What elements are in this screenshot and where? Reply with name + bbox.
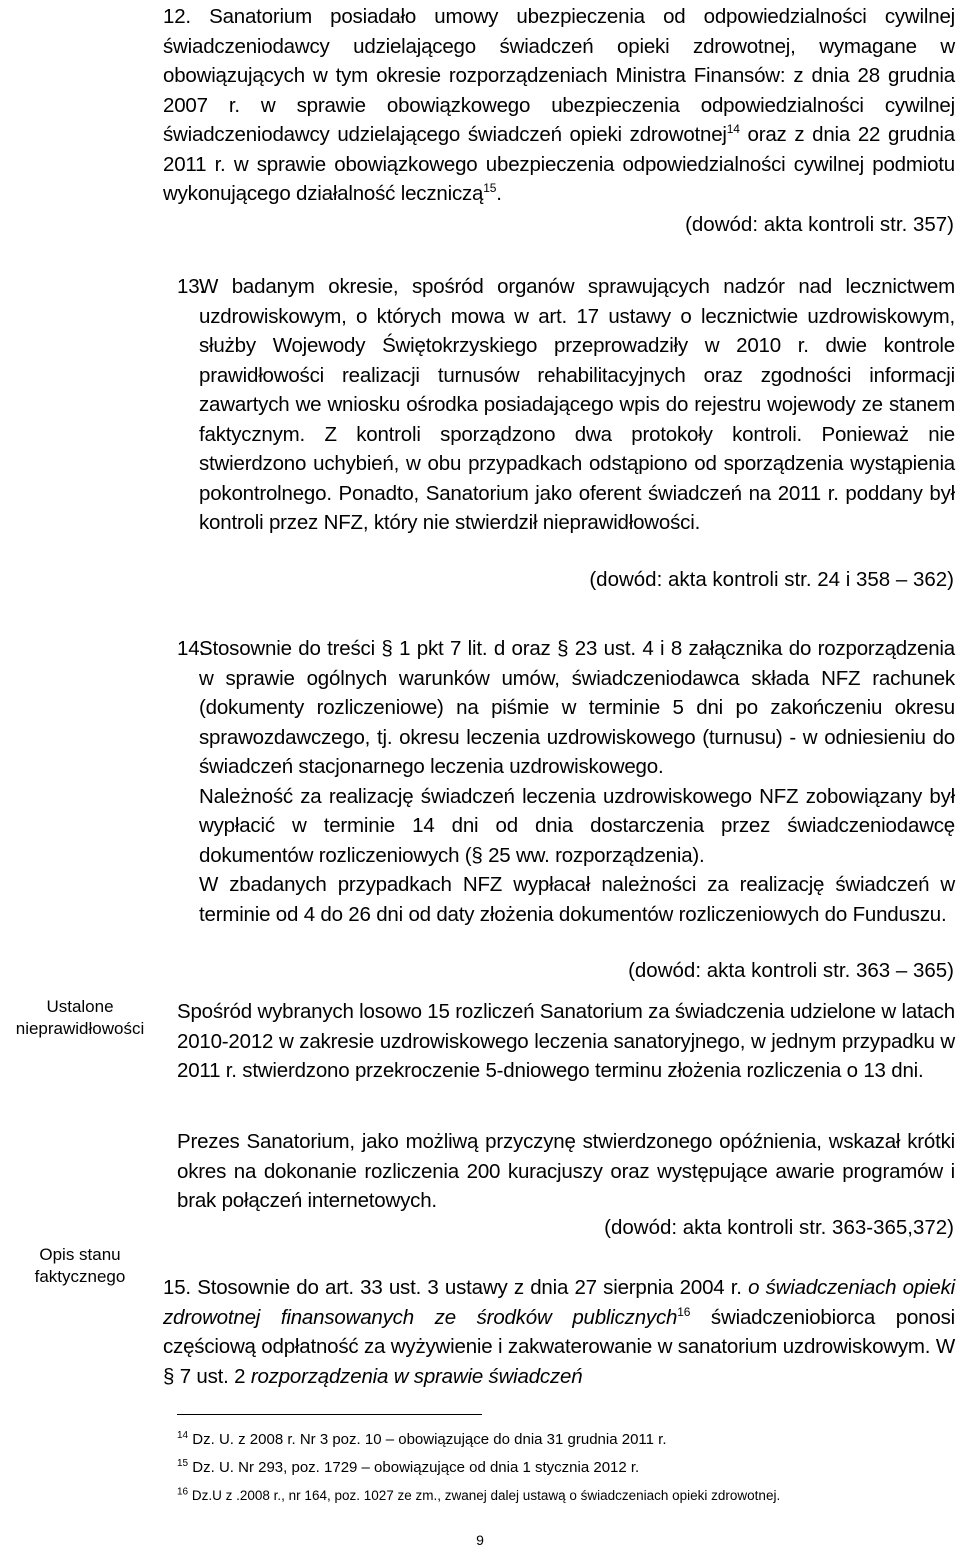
footnote-ref[interactable]: 15 bbox=[483, 181, 497, 196]
paragraph-text: Należność za realizację świadczeń leczenia uzdrowiskowego NFZ zobowiązany był wypłacić w terminie 14 dni od dnia dostarczenia przez świadczeniodawcę dokumentów rozliczeniowych (§ 25 ww. rozporządzenia). bbox=[199, 784, 955, 867]
paragraph-text: W zbadanych przypadkach NFZ wypłacał należności za realizację świadczeń w terminie od 4 do 26 dni od daty złożenia dokumentów rozliczeniowych do Funduszu. bbox=[199, 873, 955, 926]
footnote-mark: 15 bbox=[177, 1458, 189, 1469]
act-title: o świadczeniach opieki zdrowotnej finansowanych ze środków publicznych bbox=[163, 1276, 955, 1329]
footnote-text: Dz.U z .2008 r., nr 164, poz. 1027 ze zm., zwanej dalej ustawą o świadczeniach opieki zdrowotnej. bbox=[191, 1488, 781, 1503]
paragraph-14 bbox=[177, 634, 955, 929]
paragraph-text: Stosownie do treści § 1 pkt 7 lit. d oraz § 23 ust. 4 i 8 załącznika do rozporządzenia w sprawie ogólnych warunków umów, świadczeniodawca składa NFZ rachunek (dokumenty rozliczeniowe) na piśmie w terminie 5 dni po zakończeniu okresu sprawozdawczego, tj. okresu leczenia uzdrowiskowego (turnusu) - w odniesieniu do świadczeń stacjonarnego leczenia uzdrowiskowego. bbox=[199, 637, 955, 778]
evidence-reference: (dowód: akta kontroli str. 363-365,372) bbox=[604, 1216, 954, 1239]
paragraph-15 bbox=[163, 1273, 955, 1391]
footnote-ref[interactable]: 14 bbox=[726, 122, 740, 137]
evidence-reference: (dowód: akta kontroli str. 357) bbox=[685, 213, 954, 236]
footnote-ref[interactable]: 16 bbox=[677, 1304, 691, 1319]
paragraph-number: 13. bbox=[177, 275, 205, 298]
paragraph-text: świadczeniobiorca ponosi częściową odpłatność za wyżywienie i zakwaterowanie w sanatorium uzdrowiskowym. W § 7 ust. 2 bbox=[163, 1305, 955, 1388]
paragraph-12 bbox=[163, 2, 955, 209]
footnote-text: Dz. U. Nr 293, poz. 1729 – obowiązujące od dnia 1 stycznia 2012 r. bbox=[192, 1459, 640, 1476]
paragraph-text: oraz z dnia 22 grudnia 2011 r. w sprawie obowiązkowego ubezpieczenia odpowiedzialności cywilnej podmiotu wykonującego działalność leczniczą bbox=[163, 123, 955, 205]
footnote-text: Dz. U. z 2008 r. Nr 3 poz. 10 – obowiązujące do dnia 31 grudnia 2011 r. bbox=[192, 1431, 667, 1448]
footnote-separator bbox=[177, 1414, 482, 1415]
footnote-mark: 14 bbox=[177, 1430, 189, 1441]
regulation-title: rozporządzenia w sprawie świadczeń bbox=[250, 1364, 583, 1388]
evidence-reference: (dowód: akta kontroli str. 24 i 358 – 362) bbox=[589, 568, 954, 591]
page-number: 9 bbox=[476, 1532, 484, 1548]
margin-note-findings: Ustalone nieprawidłowości bbox=[15, 997, 145, 1038]
paragraph-number: 14. bbox=[177, 637, 205, 660]
footnote bbox=[177, 1458, 639, 1478]
paragraph-number: 12. bbox=[163, 5, 191, 28]
paragraph-number: 15. bbox=[163, 1276, 191, 1299]
evidence-reference: (dowód: akta kontroli str. 363 – 365) bbox=[628, 959, 954, 982]
footnote bbox=[177, 1486, 780, 1506]
footnote bbox=[177, 1430, 666, 1450]
paragraph-text: W badanym okresie, spośród organów sprawujących nadzór nad lecznictwem uzdrowiskowym, o których mowa w art. 17 ustawy o lecznictwie uzdrowiskowym, służby Wojewody Świętokrzyskiego przeprowadziły w 2010 r. dwie kontrole prawidłowości realizacji turnusów rehabilitacyjnych oraz zgodności informacji zawartych we wniosku ośrodka posiadającego wpis do rejestru wojewody ze stanem faktycznym. Z kontroli sporządzono dwa protokoły kontroli. Ponieważ nie stwierdzono uchybień, w obu przypadkach odstąpiono od sporządzenia wystąpienia pokontrolnego. Ponadto, Sanatorium jako oferent świadczeń na 2011 r. poddany był kontroli przez NFZ, który nie stwierdził nieprawidłowości. bbox=[199, 275, 955, 534]
paragraph-text: Sanatorium posiadało umowy ubezpieczenia od odpowiedzialności cywilnej świadczeniodawcy udzielającego świadczeń opieki zdrowotnej, wymagane w obowiązujących w tym okresie rozporządzeniach Ministra Finansów: z dnia 28 grudnia 2007 r. w sprawie obowiązkowego ubezpieczenia odpowiedzialności cywilnej świadczeniodawcy udzielającego świadczeń opieki zdrowotnej bbox=[163, 5, 956, 146]
paragraph-text: Stosownie do art. 33 ust. 3 ustawy z dnia 27 sierpnia 2004 r. bbox=[197, 1276, 749, 1299]
paragraph-13 bbox=[177, 272, 955, 538]
finding-text: Spośród wybranych losowo 15 rozliczeń Sanatorium za świadczenia udzielone w latach 2010-2012 w zakresie uzdrowiskowego leczenia sanatoryjnego, w jednym przypadku w 2011 r. stwierdzono przekroczenie 5-dniowego terminu złożenia rozliczenia o 13 dni. bbox=[177, 1000, 955, 1082]
footnote-mark: 16 bbox=[177, 1486, 189, 1498]
paragraph-text: . bbox=[496, 182, 502, 205]
finding-cause-text: Prezes Sanatorium, jako możliwą przyczynę stwierdzonego opóźnienia, wskazał krótki okres na dokonanie rozliczenia 200 kuracjuszy oraz występujące awarie programów i brak połączeń internetowych. bbox=[177, 1130, 955, 1212]
margin-note-facts: Opis stanu faktycznego bbox=[34, 1245, 126, 1286]
